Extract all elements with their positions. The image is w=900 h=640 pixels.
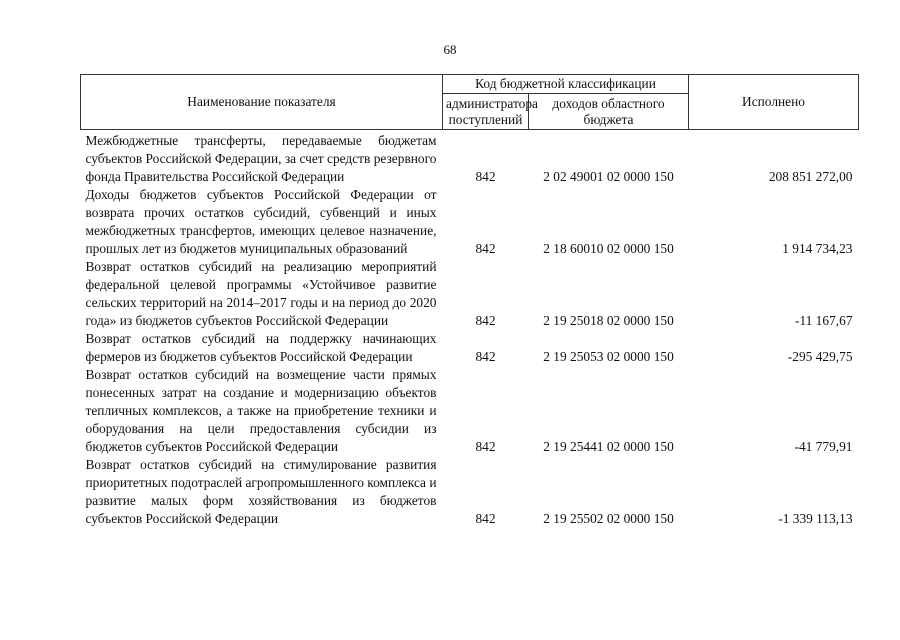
- header-admin: администратора поступлений: [443, 94, 529, 130]
- table-body: [81, 130, 859, 529]
- table-row: [81, 330, 859, 366]
- row-name: Возврат остатков субсидий на возмещение части прямых понесенных затрат на создание и модернизацию объектов тепличных комплексов, а также на приобретение техники и оборудования на цели предоставления субсидии из бюджетов субъектов Российской Федерации: [85, 367, 437, 454]
- row-name: Межбюджетные трансферты, передаваемые бюджетам субъектов Российской Федерации, за счет средств резервного фонда Правительства Российской Федерации: [85, 133, 437, 184]
- row-income-code: 2 02 49001 02 0000 150: [543, 169, 674, 184]
- header-income: доходов областного бюджета: [529, 94, 689, 130]
- row-income-code: 2 19 25018 02 0000 150: [543, 313, 674, 328]
- row-name: Возврат остатков субсидий на стимулирование развития приоритетных подотраслей агропромышленного комплекса и развитие малых форм хозяйствования из бюджетов субъектов Российской Федерации: [85, 457, 437, 526]
- row-executed: -11 167,67: [794, 313, 853, 328]
- row-name: Возврат остатков субсидий на реализацию мероприятий федеральной целевой программы «Устойчивое развитие сельских территорий на 2014–2017 годы и на период до 2020 года» из бюджетов субъектов Российской Федерации: [85, 259, 437, 328]
- row-income-code: 2 19 25441 02 0000 150: [543, 439, 674, 454]
- table-row: [81, 186, 859, 258]
- header-name: Наименование показателя: [81, 75, 443, 130]
- row-admin-code: 842: [475, 439, 496, 454]
- row-admin-code: 842: [475, 241, 496, 256]
- row-admin-code: 842: [475, 511, 496, 526]
- budget-report-table: [80, 74, 859, 528]
- row-admin-code: 842: [475, 313, 496, 328]
- table-row: [81, 366, 859, 456]
- row-income-code: 2 19 25502 02 0000 150: [543, 511, 674, 526]
- header-executed: Исполнено: [689, 75, 859, 130]
- row-income-code: 2 18 60010 02 0000 150: [543, 241, 674, 256]
- table-header: [81, 75, 859, 130]
- row-executed: -295 429,75: [787, 349, 853, 364]
- row-executed: -41 779,91: [794, 439, 853, 454]
- table-row: [81, 456, 859, 528]
- row-executed: -1 339 113,13: [778, 511, 853, 526]
- table-row: [81, 130, 859, 187]
- header-budget-code: Код бюджетной классификации: [443, 75, 689, 94]
- table-row: [81, 258, 859, 330]
- page-number: 68: [443, 42, 457, 57]
- row-income-code: 2 19 25053 02 0000 150: [543, 349, 674, 364]
- row-executed: 208 851 272,00: [768, 169, 853, 184]
- row-name: Доходы бюджетов субъектов Российской Федерации от возврата прочих остатков субсидий, субвенций и иных межбюджетных трансфертов, имеющих целевое назначение, прошлых лет из бюджетов муниципальных образований: [85, 187, 437, 256]
- row-name: Возврат остатков субсидий на поддержку начинающих фермеров из бюджетов субъектов Российской Федерации: [85, 331, 437, 364]
- row-admin-code: 842: [475, 349, 496, 364]
- row-executed: 1 914 734,23: [782, 241, 853, 256]
- row-admin-code: 842: [475, 169, 496, 184]
